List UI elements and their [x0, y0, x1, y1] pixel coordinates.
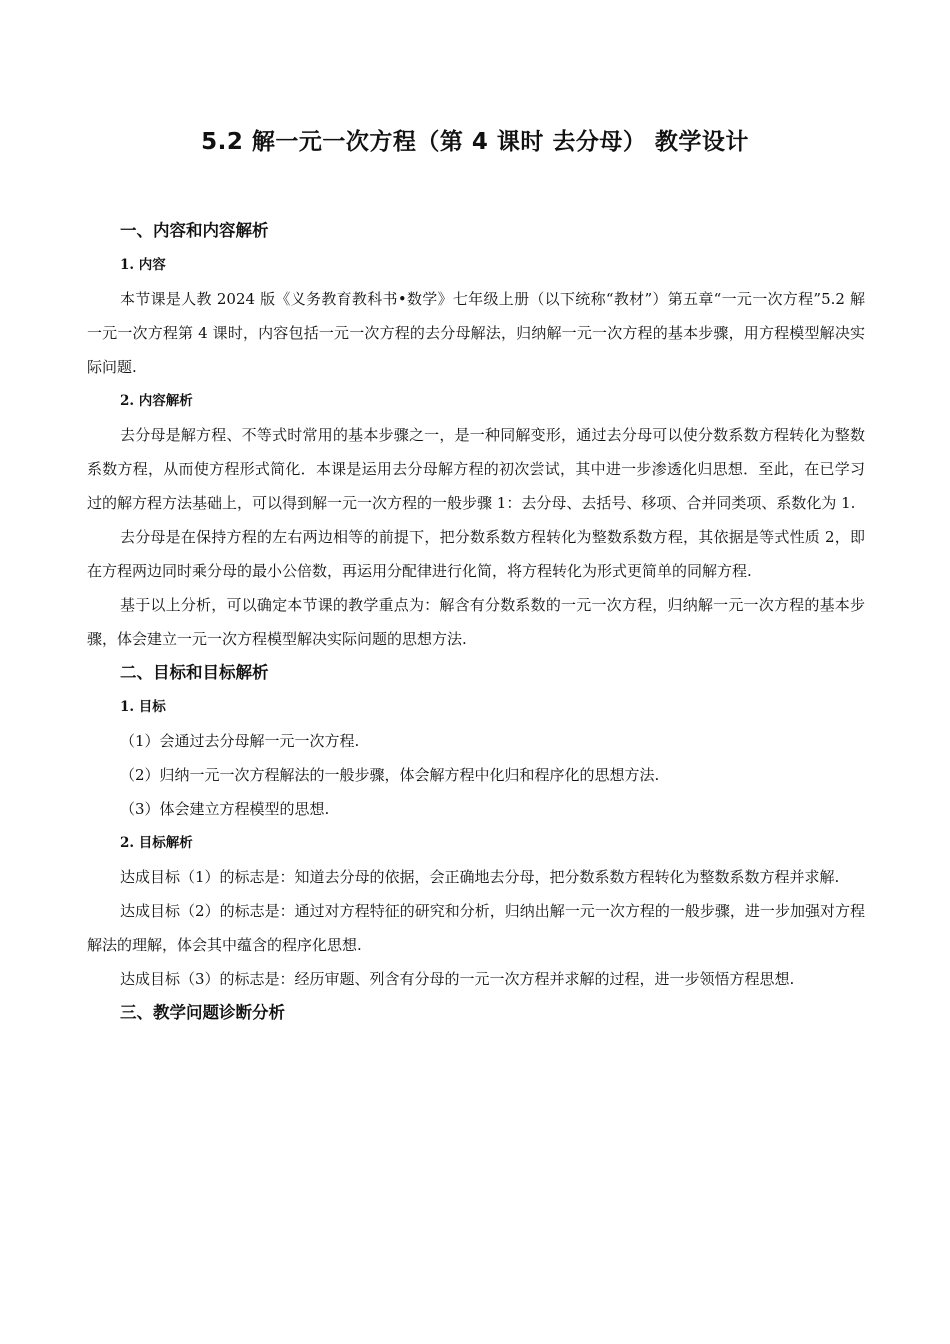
section-heading-goals: 二、目标和目标解析 — [120, 663, 269, 682]
paragraph-goal-analysis-1: 达成目标（1）的标志是：知道去分母的依据，会正确地去分母，把分数系数方程转化为整数系数方程并求解. — [120, 868, 840, 886]
subheading-goal-analysis: 2. 目标解析 — [120, 835, 193, 851]
subheading-content: 1. 内容 — [120, 257, 166, 273]
section-heading-content: 一、内容和内容解析 — [120, 221, 269, 240]
paragraph-content-intro: 本节课是人教 2024 版《义务教育教科书•数学》七年级上册（以下统称“教材”）第五章“一元一次方程”5.2 解一元一次方程第 4 课时，内容包括一元一次方程的去分母解法，归纳解一元一次方程的基本步骤，用方程模型解决实际问题. — [87, 290, 865, 376]
document-body — [87, 214, 865, 1030]
goal-item-3: （3）体会建立方程模型的思想. — [120, 800, 330, 818]
paragraph-analysis-3: 基于以上分析，可以确定本节课的教学重点为：解含有分数系数的一元一次方程，归纳解一元一次方程的基本步骤，体会建立一元一次方程模型解决实际问题的思想方法. — [87, 596, 865, 648]
paragraph-analysis-2: 去分母是在保持方程的左右两边相等的前提下，把分数系数方程转化为整数系数方程，其依据是等式性质 2，即在方程两边同时乘分母的最小公倍数，再运用分配律进行化简，将方程转化为形式更简单的同解方程. — [87, 528, 865, 580]
paragraph-analysis-1: 去分母是解方程、不等式时常用的基本步骤之一，是一种同解变形，通过去分母可以使分数系数方程转化为整数系数方程，从而使方程形式简化．本课是运用去分母解方程的初次尝试，其中进一步渗透化归思想．至此，在已学习过的解方程方法基础上，可以得到解一元一次方程的一般步骤 1：去分母、去括号、移项、合并同类项、系数化为 1. — [87, 426, 865, 512]
paragraph-goal-analysis-2: 达成目标（2）的标志是：通过对方程特征的研究和分析，归纳出解一元一次方程的一般步骤，进一步加强对方程解法的理解，体会其中蕴含的程序化思想. — [87, 902, 865, 954]
document-title: 5.2 解一元一次方程（第 4 课时 去分母） 教学设计 — [201, 129, 749, 155]
goal-item-1: （1）会通过去分母解一元一次方程. — [120, 732, 360, 750]
subheading-content-analysis: 2. 内容解析 — [120, 393, 193, 409]
paragraph-goal-analysis-3: 达成目标（3）的标志是：经历审题、列含有分母的一元一次方程并求解的过程，进一步领悟方程思想. — [120, 970, 795, 988]
section-heading-diagnosis: 三、教学问题诊断分析 — [120, 1003, 285, 1022]
subheading-goals: 1. 目标 — [120, 699, 166, 715]
goal-item-2: （2）归纳一元一次方程解法的一般步骤，体会解方程中化归和程序化的思想方法. — [120, 766, 660, 784]
